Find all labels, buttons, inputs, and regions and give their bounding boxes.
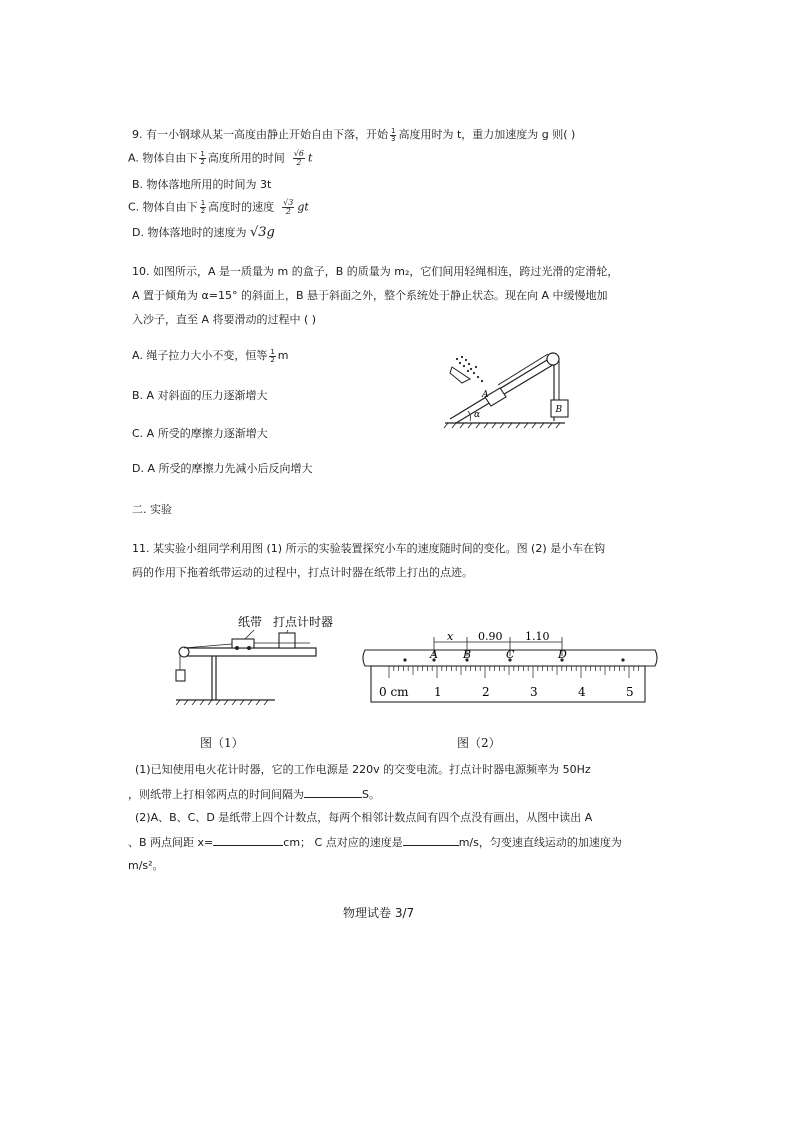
answer-blank-interval[interactable] (304, 786, 362, 798)
q9-option-d: D. 物体落地时的速度为 √3g (132, 225, 275, 240)
q10-stem-line-2: A 置于倾角为 α=15° 的斜面上，B 悬于斜面之外，整个系统处于静止状态。现在向 A 中缓慢地加 (132, 289, 608, 302)
q10-option-b: B. A 对斜面的压力逐渐增大 (132, 389, 268, 402)
q11-stem-line-2: 码的作用下拖着纸带运动的过程中，打点计时器在纸带上打出的点迹。 (132, 566, 473, 579)
sand-funnel (450, 367, 470, 383)
ruler-tick-label: 5 (626, 685, 634, 699)
label-d1: 0.90 (478, 630, 503, 643)
answer-blank-distance[interactable] (213, 834, 283, 846)
rope-to-a (498, 354, 548, 385)
floor-hatching (176, 700, 268, 705)
q10-option-c: C. A 所受的摩擦力逐渐增大 (132, 427, 268, 440)
ground-hatching (444, 423, 560, 428)
pulley (547, 353, 559, 365)
q10-option-d: D. A 所受的摩擦力先减小后反向增大 (132, 462, 313, 475)
q9-option-a: A. 物体自由下 $\frac{1}{2}$ 高度所用的时间 $\frac{√6}{2}$ t (128, 149, 313, 167)
figure-2-tape-ruler (355, 628, 665, 710)
tape-point-label-a: A (430, 648, 438, 661)
figure-1-caption: 图（1） (200, 736, 244, 750)
label-x: x (447, 630, 454, 643)
tape-point-label-d: D (558, 648, 567, 661)
label-d2: 1.10 (525, 630, 550, 643)
label-a: A (482, 390, 489, 400)
ruler-tick-label: 2 (482, 685, 490, 699)
ruler-body (371, 666, 645, 702)
incline-surface (450, 357, 552, 419)
label-alpha: α (474, 410, 481, 420)
ruler-tick-label: 3 (530, 685, 538, 699)
figure-2-caption: 图（2） (457, 736, 501, 750)
q11-part2-line-3: m/s²。 (128, 859, 164, 872)
page-footer: 物理试卷 3/7 (343, 906, 415, 920)
figure-1-apparatus (170, 610, 345, 720)
q9-option-b: B. 物体落地所用的时间为 3t (132, 178, 272, 191)
q9-option-c: C. 物体自由下 $\frac{1}{2}$ 高度时的速度 $\frac{√3}{2}$ gt (128, 198, 309, 216)
q10-stem-line-3: 入沙子，直至 A 将要滑动的过程中 ( ) (132, 313, 317, 326)
label-b: B (555, 405, 563, 415)
cart-wheel-left (235, 646, 239, 650)
timer-label: 打点计时器 (273, 615, 334, 629)
q11-stem-line-1: 11. 某实验小组同学利用图 (1) 所示的实验装置探究小车的速度随时间的变化。图 (2) 是小车在钩 (132, 542, 606, 555)
section-heading: 二. 实验 (132, 503, 172, 516)
incline-pulley-diagram (440, 345, 575, 430)
q10-stem-line-1: 10. 如图所示，A 是一质量为 m 的盒子，B 的质量为 m₂，它们间用轻绳相连，跨过光滑的定滑轮， (132, 265, 619, 278)
q11-part1-line-2: ，则纸带上打相邻两点的时间间隔为 S。 (128, 788, 380, 801)
ruler-tick-label: 0 cm (379, 685, 409, 699)
tape-extra-dot-2 (621, 658, 624, 661)
cart (232, 639, 254, 648)
q9-stem-fraction: $\frac{1}{3}$ (391, 126, 396, 143)
q10-option-a: A. 绳子拉力大小不变，恒等 $\frac{1}{2}$ m (132, 347, 289, 364)
tape-point-label-b: B (463, 648, 472, 661)
tape-label: 纸带 (238, 615, 263, 629)
tape-point-label-c: C (506, 648, 515, 661)
timer-device (279, 633, 295, 648)
ruler-tick-label: 4 (578, 685, 586, 699)
hook-weight (176, 670, 185, 681)
incline-top-edge (456, 363, 556, 423)
fig1-pulley (179, 647, 189, 657)
q11-part2-line-2: 、B 两点间距 x= cm； C 点对应的速度是 m/s，匀变速直线运动的加速度为 (128, 836, 622, 849)
tape-extra-dot-1 (403, 658, 406, 661)
q9-stem: 9. 有一小钢球从某一高度由静止开始自由下落，开始 $\frac{1}{3}$ 高度用时为 t，重力加速度为 g 则( ) (132, 126, 576, 143)
ruler-tick-label: 1 (434, 685, 442, 699)
q11-part1-line-1: (1)已知使用电火花计时器，它的工作电源是 220v 的交变电流。打点计时器电源频率为 50Hz (135, 763, 591, 776)
answer-blank-velocity[interactable] (403, 834, 459, 846)
q11-part2-line-1: (2)A、B、C、D 是纸带上四个计数点，每两个相邻计数点间有四个点没有画出，从图中读出 A (135, 811, 593, 824)
cart-wheel-right (247, 646, 251, 650)
